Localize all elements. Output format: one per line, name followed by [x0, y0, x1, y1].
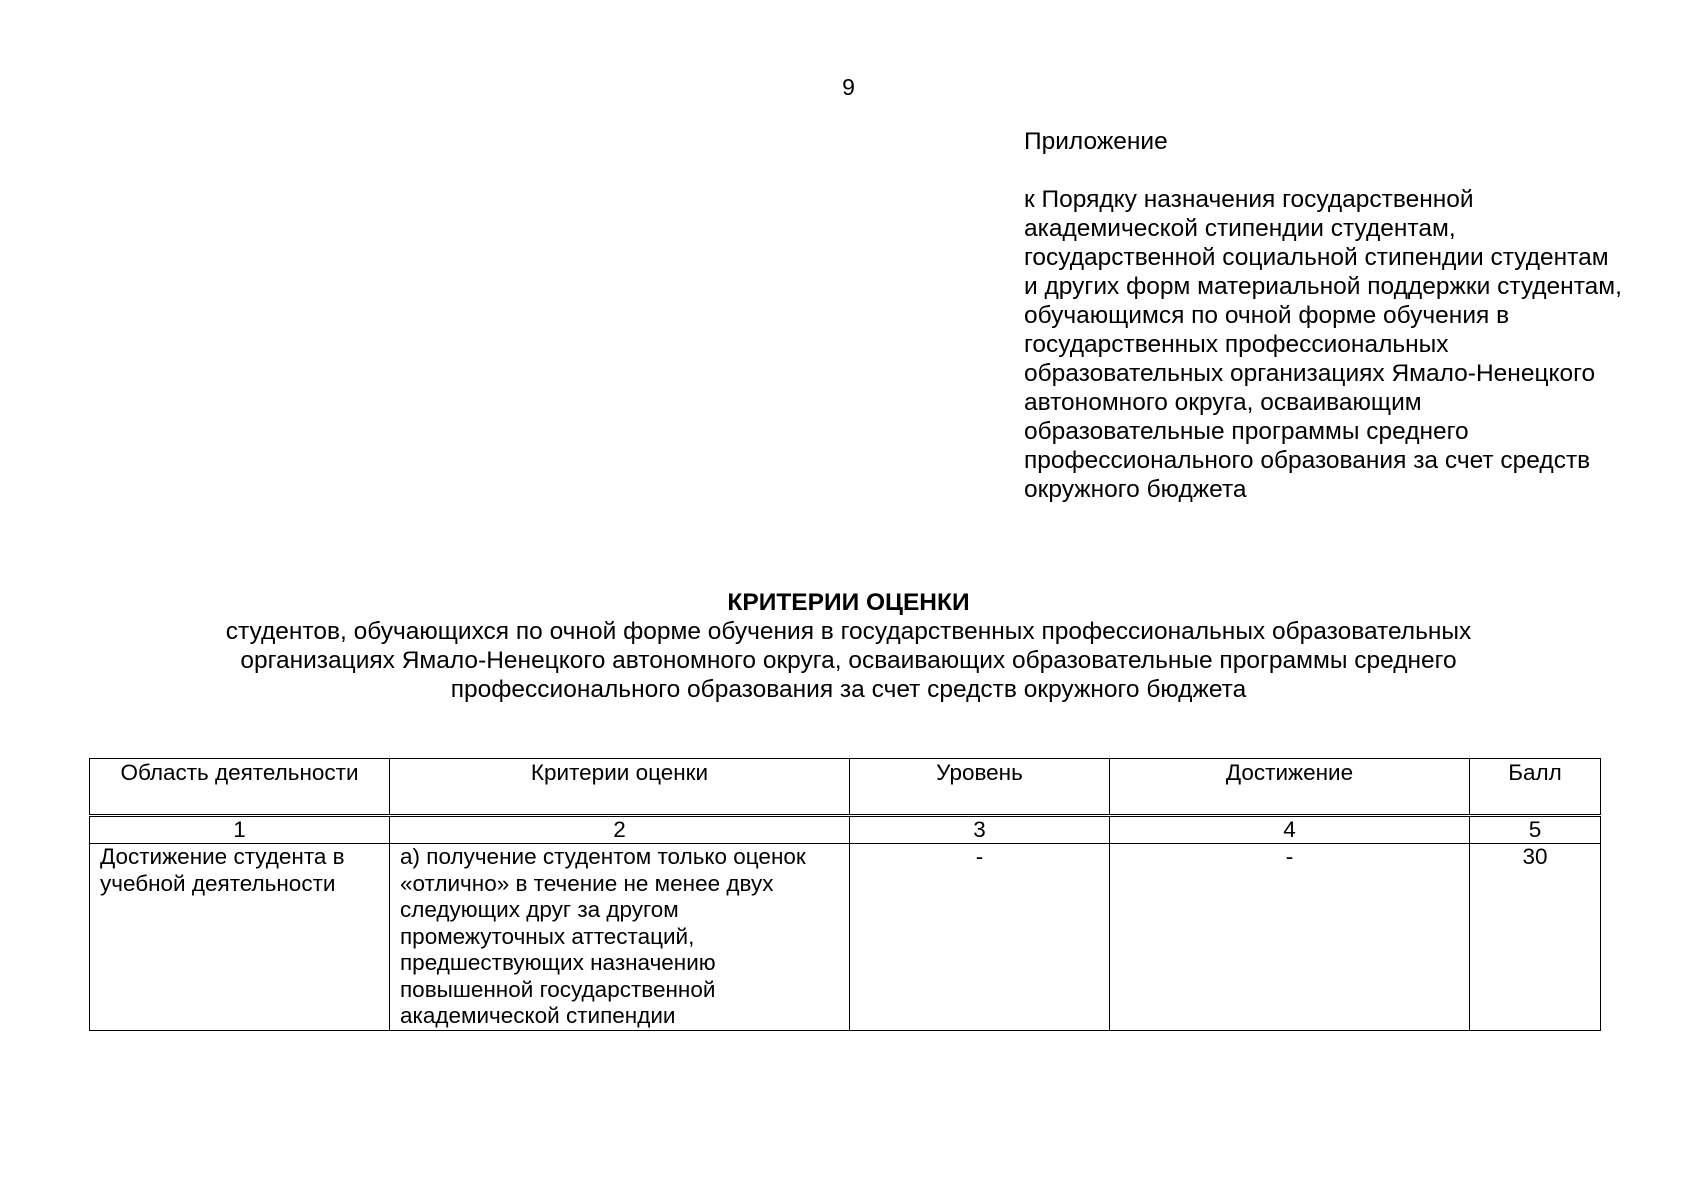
cell-level: -	[850, 844, 1110, 1031]
page-number: 9	[842, 74, 855, 100]
column-number: 4	[1110, 816, 1470, 844]
cell-achievement: -	[1110, 844, 1470, 1031]
header-level: Уровень	[850, 759, 1110, 816]
header-score: Балл	[1470, 759, 1601, 816]
column-number: 1	[90, 816, 390, 844]
column-number: 5	[1470, 816, 1601, 844]
heading-subtitle: студентов, обучающихся по очной форме обучения в государственных профессиональных образовательных организациях Ямало-Ненецкого автономного округа, осваивающих образовательные программы среднего профессионального образования за счет средств окружного бюджета	[225, 618, 1472, 703]
header-criteria: Критерии оценки	[390, 759, 850, 816]
header-achievement: Достижение	[1110, 759, 1470, 816]
column-number-row	[90, 816, 1601, 844]
cell-area: Достижение студента в учебной деятельности	[90, 844, 390, 1031]
appendix-text: к Порядку назначения государственной академической стипендии студентам, государственной социальной стипендии студентам и других форм материальной поддержки студентам, обучающимся по очной форме обучения в государственных профессиональных образовательных организациях Ямало-Ненецкого автономного округа, осваивающим образовательные программы среднего профессионального образования за счет средств окружного бюджета	[1024, 186, 1622, 503]
header-area: Область деятельности	[90, 759, 390, 816]
heading-title: КРИТЕРИИ ОЦЕНКИ	[727, 589, 970, 616]
document-heading	[0, 588, 1697, 704]
appendix-title: Приложение	[1024, 128, 1168, 155]
cell-score: 30	[1470, 844, 1601, 1031]
cell-criterion: а) получение студентом только оценок «отлично» в течение не менее двух следующих друг за другом промежуточных аттестаций, предшествующих назначению повышенной государственной академической стипендии	[390, 844, 850, 1031]
table-header-row	[90, 759, 1601, 816]
column-number: 3	[850, 816, 1110, 844]
column-number: 2	[390, 816, 850, 844]
appendix-block	[1024, 127, 1664, 504]
criteria-table	[89, 758, 1601, 1031]
table-row	[90, 844, 1601, 1031]
